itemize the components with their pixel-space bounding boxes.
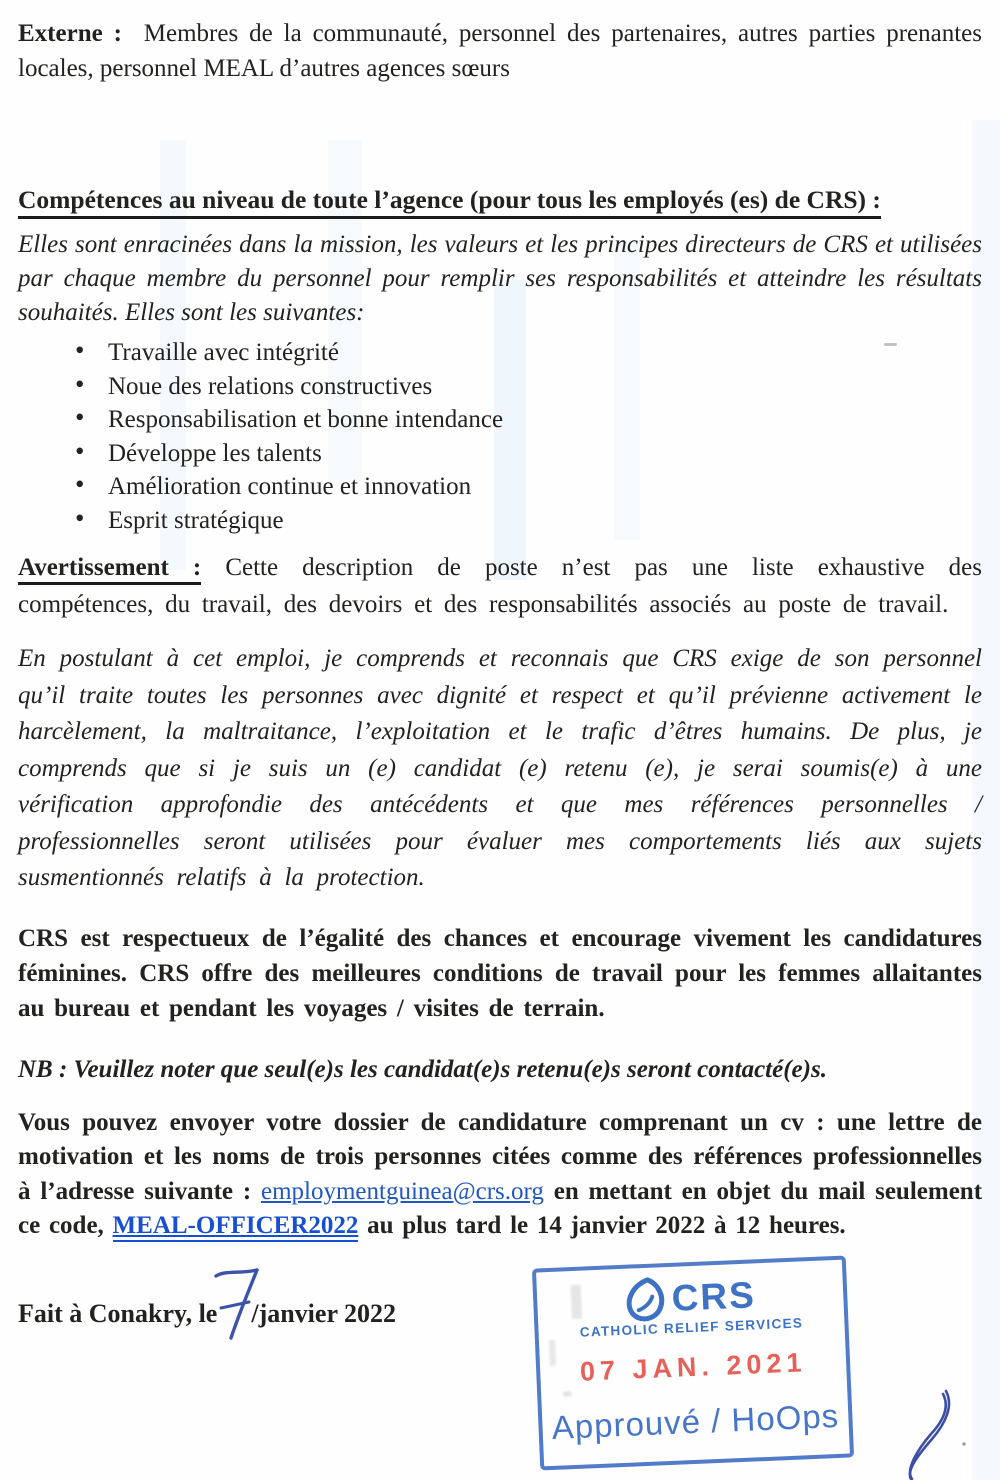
bullet-icon: • [75,335,85,365]
paragraph-nb: NB : Veuillez noter que seul(e)s les candidat(e)s retenu(e)s seront contacté(e)s. [18,1055,827,1083]
bullet-icon: • [75,402,85,432]
stamp-date: 07 JAN. 2021 [579,1347,808,1387]
externe-label: Externe : [18,20,122,47]
bullet-icon: • [75,435,85,466]
paragraph-crs-equal-opportunity: CRS est respectueux de l’égalité des chances et encourage vivement les candidatures féminines. CRS offre des meilleures conditions de travail pour les femmes allaitantes au bureau et pendant les voyages / visites de terrain. [18,924,982,1022]
list-item: • Développe les talents [75,435,322,467]
date-suffix: /janvier 2022 [251,1298,397,1328]
signature-flourish [890,1386,974,1480]
paragraph-elles: Elles sont enracinées dans la mission, les valeurs et les principes directeurs de CRS et utilisées par chaque membre du personnel pour remplir ses responsabilités et atteindre les résultats souhaités. Elles sont les suivantes: [18,231,982,326]
apply-text-after: au plus tard le 14 janvier 2022 à 12 heures. [367,1212,846,1239]
approval-stamp [532,1256,854,1471]
handwritten-seven-icon [211,1266,263,1344]
externe-text: Membres de la communauté, personnel des partenaires, autres parties prenantes locales, personnel MEAL d’autres agences sœurs [18,20,982,82]
list-item: • Responsabilisation et bonne intendance [75,402,504,433]
stamp-approval-text: Approuvé / HoOps [551,1396,840,1446]
stamp-org-name: CATHOLIC RELIEF SERVICES [579,1315,804,1340]
apply-text-middle: en mettant en objet du mail seulement ce code, [18,1177,983,1239]
list-item: • Travaille avec intégrité [75,335,339,366]
email-link[interactable]: employmentguinea@crs.org [260,1177,544,1205]
stamp-org-abbrev: CRS [670,1274,757,1319]
paragraph-avertissement [18,549,982,623]
paragraph-postulant: En postulant à cet emploi, je comprends et reconnais que CRS exige de son personnel qu’il traite toutes les personnes avec dignité et respect et qu’il prévienne activement le harcèlement, la maltraitance, l’exploitation et le trafic d’êtres humains. De plus, je comprends que si je suis un (e) candidat (e) retenu (e), je serai soumis(e) à une vérification approfondie des antécédents et que mes références personnelles / professionnelles seront utilisées pour évaluer mes comportements liés aux sujets susmentionnés relatifs à la protection. [18,645,982,891]
bullet-icon: • [75,502,85,533]
stamp-ghost-mark [571,1285,582,1319]
heading-competences: Compétences au niveau de toute l’agence (pour tous les employés (es) de CRS) : [18,182,982,218]
avertissement-text: Cette description de poste n’est pas une liste exhaustive des compétences, du travail, des devoirs et des responsabilités associés au poste de travail. [18,554,983,618]
job-code-link[interactable]: MEAL-OFFICER2022 [113,1212,359,1242]
list-item: • Esprit stratégique [75,502,284,534]
bullet-icon: • [75,469,85,499]
list-item: • Noue des relations constructives [75,368,433,400]
handwritten-day [217,1312,251,1322]
paragraph-apply [18,1106,982,1244]
date-prefix: Fait à Conakry, le [18,1298,218,1328]
paragraph-externe [18,16,982,86]
avertissement-label: Avertissement : [18,554,201,585]
competences-list [75,336,982,537]
list-item: • Amélioration continue et innovation [75,469,472,500]
crs-logo-swoosh-icon [624,1275,670,1325]
stamp-ghost-mark [563,1391,571,1396]
bullet-icon: • [75,368,85,399]
apply-text-before-email: Vous pouvez envoyer votre dossier de candidature comprenant un cv : une lettre de motivation et les noms de trois personnes citées comme des références professionnelles à l’adresse suivante : [18,1108,982,1205]
